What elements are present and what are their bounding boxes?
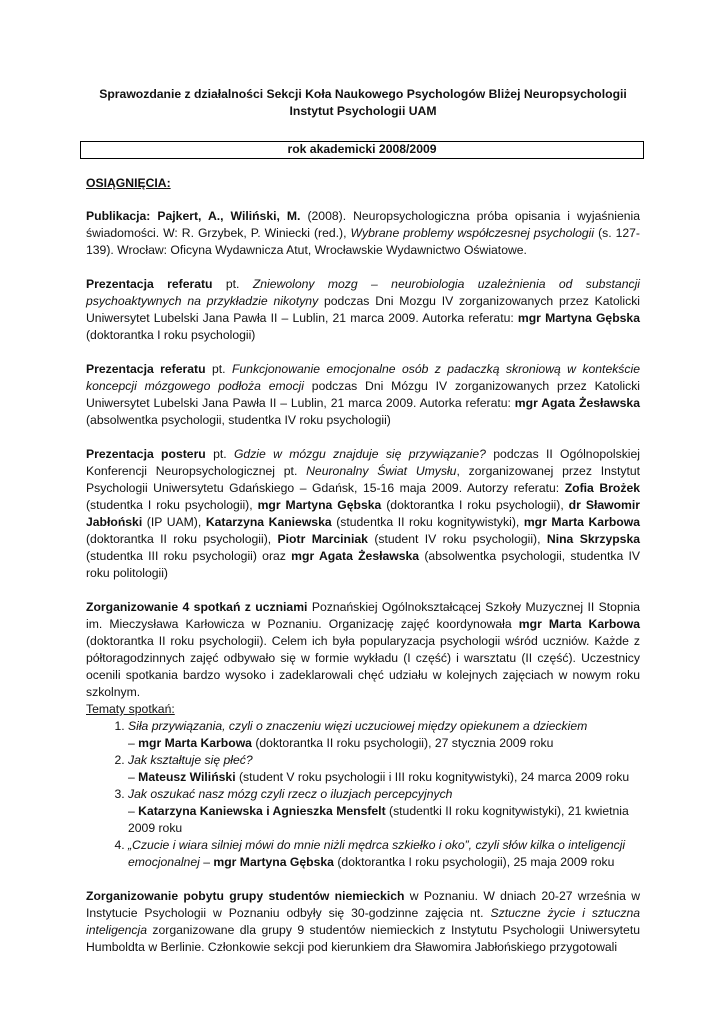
topic-speaker-line [128, 735, 640, 752]
german-group-paragraph [86, 888, 640, 956]
meetings-paragraph [86, 599, 640, 701]
presentation1-author: mgr Martyna Gębska [517, 311, 640, 325]
presentation1-paragraph [86, 276, 640, 344]
poster-author-note: (doktorantka I roku psychologii), [381, 498, 569, 512]
topic-title: Siła przywiązania, czyli o znaczeniu więzi uczuciowej między opiekunem a dzieckiem [128, 719, 588, 733]
topic-title: „Czucie i wiara silniej mówi do mnie niżli mędrca szkiełko i oko”, czyli słów kilka o inteligencji emocjonalnej [128, 838, 626, 869]
achievements-heading: OSIĄGNIĘCIA: [86, 176, 171, 190]
presentation2-text: podczas Dni Mózgu IV zorganizowanych przez Katolicki Uniwersytet Lubelski Jana Pawła II – Lublin, 21 marca 2009. Autorka referatu: [86, 379, 640, 410]
topic-speaker: Mateusz Wiliński [138, 770, 236, 784]
presentation1-pt: pt. [212, 277, 253, 291]
poster-pt: pt. [205, 447, 234, 461]
list-item [128, 752, 640, 786]
topic-speaker: Katarzyna Kaniewska i Agnieszka Mensfelt [138, 804, 386, 818]
presentation2-title: Funkcjonowanie emocjonalne osób z padaczką skroniową w kontekście koncepcji mózgowego podłoża emocji [86, 362, 640, 393]
poster-author-note: (studentka I roku psychologii), [86, 498, 258, 512]
report-title-line1: Sprawozdanie z działalności Sekcji Koła Naukowego Psychologów Bliżej Neuropsychologii [99, 87, 627, 101]
presentation2-author-note: (absolwentka psychologii, studentka IV roku psychologii) [86, 413, 391, 427]
topic-title: Jak oszukać nasz mózg czyli rzecz o iluzjach percepcyjnych [128, 787, 453, 801]
presentation1-label: Prezentacja referatu [86, 277, 213, 291]
publication-text2: (s. 127-139). Wrocław: Oficyna Wydawnicza Atut, Wrocławskie Wydawnictwo Oświatowe. [86, 226, 640, 257]
topic-dash: – [128, 770, 139, 784]
poster-conference: Neuronalny Świat Umysłu [306, 464, 457, 478]
poster-text1: podczas II Ogólnopolskiej Konferencji Neuropsychologicznej pt. [86, 447, 641, 478]
poster-author: mgr Marta Karbowa [523, 515, 640, 529]
poster-author: mgr Martyna Gębska [257, 498, 382, 512]
poster-author: dr Sławomir Jabłoński [86, 498, 640, 529]
poster-author-note: (student IV roku psychologii), [367, 532, 547, 546]
topic-dash: – [128, 736, 139, 750]
poster-author-note: (doktorantka II roku psychologii), [86, 532, 278, 546]
topic-dash: – [128, 804, 139, 818]
publication-label: Publikacja: Pajkert, A., Wiliński, M. [86, 209, 301, 223]
german-group-topic: Sztuczne życie i sztuczna inteligencja [86, 906, 641, 937]
poster-author: Zofia Brożek [564, 481, 640, 495]
meetings-text2: (doktorantka II roku psychologii). Celem ich była popularyzacja psychologii wśród uczniów. Każde z półtoragodzinnych zajęć odbywało się w formie wykładu (I część) i warsztatu (II część). Uczestnicy ocenili spotkania bardzo wysoko i zadeklarowali chęć udziału w kolejnych zajęciach w nowym roku szkolnym. [86, 634, 640, 699]
topic-speaker: mgr Martyna Gębska [213, 855, 334, 869]
topic-note: (student V roku psychologii i III roku kognitywistyki), 24 marca 2009 roku [235, 770, 630, 784]
presentation2-pt: pt. [205, 362, 232, 376]
poster-author: mgr Agata Żesławska [291, 549, 420, 563]
poster-author: Nina Skrzypska [546, 532, 641, 546]
list-item [128, 718, 640, 752]
report-title-line2: Instytut Psychologii UAM [289, 104, 437, 118]
topic-speaker: mgr Marta Karbowa [138, 736, 252, 750]
academic-year-box: rok akademicki 2008/2009 [80, 141, 644, 159]
list-item [128, 786, 640, 837]
topic-title: Jak kształtuje się płeć? [128, 753, 253, 767]
topic-note: (doktorantka I roku psychologii), 25 maja 2009 roku [333, 855, 615, 869]
presentation1-text: podczas Dni Mozgu IV zorganizowanych przez Katolicki Uniwersytet Lubelski Jana Pawła II – Lublin, 21 marca 2009. Autorka referatu: [86, 294, 640, 325]
list-item [128, 837, 640, 871]
topic-speaker-line [128, 803, 640, 837]
poster-author-note: (absolwentka psychologii, studentka IV roku politologii) [86, 549, 640, 580]
topics-label: Tematy spotkań: [86, 702, 175, 716]
presentation2-author: mgr Agata Żesławska [514, 396, 640, 410]
poster-author: Katarzyna Kaniewska [205, 515, 332, 529]
german-group-text2: zorganizowane dla grupy 9 studentów niemieckich z Instytutu Psychologii Uniwersytetu Humboldta w Berlinie. Członkowie sekcji pod kierunkiem dra Sławomira Jabłońskiego przygotowali [86, 923, 640, 954]
topic-note: (studentki II roku kognitywistyki), 21 kwietnia 2009 roku [128, 804, 629, 835]
meetings-label: Zorganizowanie 4 spotkań z uczniami [86, 600, 308, 614]
meetings-coordinator: mgr Marta Karbowa [518, 617, 640, 631]
poster-author-note: (IP UAM), [142, 515, 206, 529]
publication-book-title: Wybrane problemy współczesnej psychologii [350, 226, 595, 240]
meetings-text1: Poznańskiej Ogólnokształcącej Szkoły Muzycznej II Stopnia im. Mieczysława Karłowicza w Poznaniu. Organizację zajęć koordynowała [86, 600, 640, 631]
topic-note: (doktorantka II roku psychologii), 27 stycznia 2009 roku [251, 736, 554, 750]
poster-title: Gdzie w mózgu znajduje się przywiązanie? [233, 447, 486, 461]
presentation2-paragraph [86, 361, 640, 429]
topic-dash: – [199, 855, 214, 869]
topics-list [86, 718, 640, 871]
publication-text1: (2008). Neuropsychologiczna próba opisania i wyjaśnienia świadomości. W: R. Grzybek, P. Winiecki (red.), [86, 209, 640, 240]
document-page [86, 86, 640, 956]
german-group-text1: w Poznaniu. W dniach 20-27 września w Instytucie Psychologii w Poznaniu odbyły się 30-godzinne zajęcia nt. [86, 889, 640, 920]
publication-paragraph [86, 208, 640, 259]
presentation1-title: Zniewolony mozg – neurobiologia uzależnienia od substancji psychoaktywnych na przykładzie nikotyny [86, 277, 641, 308]
poster-paragraph [86, 446, 640, 582]
topic-speaker-line [128, 769, 640, 786]
poster-label: Prezentacja posteru [86, 447, 206, 461]
german-group-label: Zorganizowanie pobytu grupy studentów niemieckich [86, 889, 405, 903]
presentation2-label: Prezentacja referatu [86, 362, 206, 376]
poster-author: Piotr Marciniak [277, 532, 368, 546]
poster-author-note: (studentka II roku kognitywistyki), [331, 515, 524, 529]
poster-text2: , zorganizowanej przez Instytut Psychologii Uniwersytetu Gdańskiego – Gdańsk, 15-16 maja 2009. Autorzy referatu: [86, 464, 640, 495]
presentation1-author-note: (doktorantka I roku psychologii) [86, 328, 256, 342]
poster-author-note: (studentka III roku psychologii) oraz [86, 549, 292, 563]
